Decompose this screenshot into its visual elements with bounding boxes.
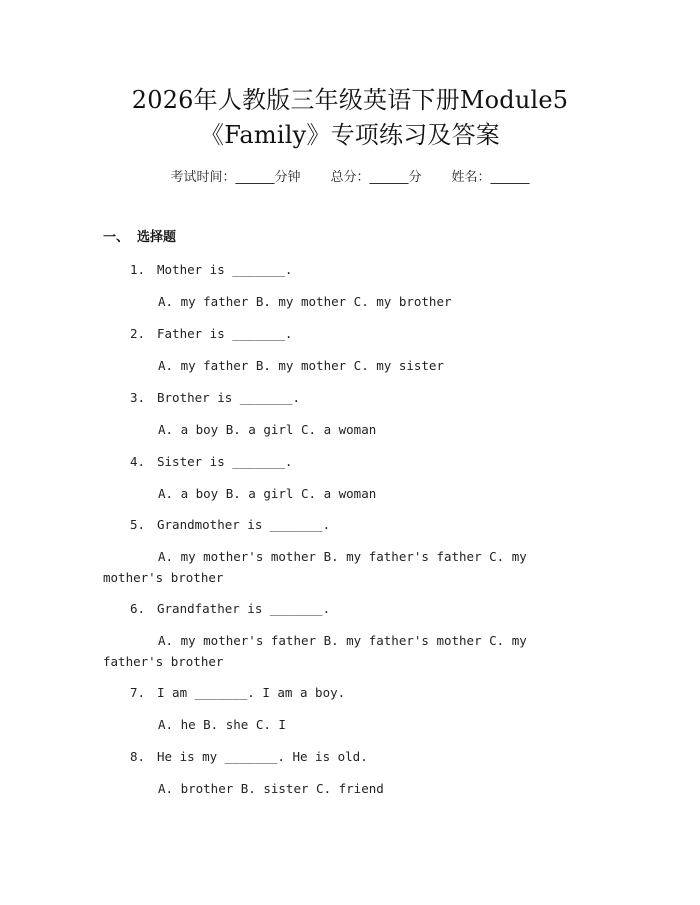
question-number: 7. bbox=[130, 685, 146, 700]
question-number: 5. bbox=[130, 517, 146, 532]
question-3 bbox=[130, 388, 300, 408]
exam-info-bar bbox=[0, 168, 700, 188]
document-title-line-1: 2026年人教版三年级英语下册Module5 bbox=[131, 86, 569, 114]
question-8-options: A. brother B. sister C. friend bbox=[158, 781, 384, 796]
question-7 bbox=[130, 683, 345, 703]
question-text: Father is _______. bbox=[157, 326, 293, 341]
question-6-options: A. my mother's father B. my father's mother C. my father's brother bbox=[103, 633, 527, 669]
section-number: 一、 bbox=[103, 230, 130, 245]
section-heading bbox=[103, 228, 176, 248]
section-title: 选择题 bbox=[137, 230, 177, 245]
question-1 bbox=[130, 260, 292, 280]
question-4 bbox=[130, 452, 292, 472]
question-5-options: A. my mother's mother B. my father's father C. my mother's brother bbox=[103, 549, 527, 585]
question-number: 8. bbox=[130, 749, 146, 764]
question-text: Mother is _______. bbox=[157, 262, 293, 277]
question-3-options: A. a boy B. a girl C. a woman bbox=[158, 422, 377, 437]
question-4-options: A. a boy B. a girl C. a woman bbox=[158, 486, 377, 501]
question-number: 1. bbox=[130, 262, 146, 277]
question-number: 6. bbox=[130, 601, 146, 616]
question-2-options: A. my father B. my mother C. my sister bbox=[158, 358, 444, 373]
student-name-field: 姓名：______ bbox=[451, 170, 530, 185]
question-2 bbox=[130, 324, 292, 344]
question-number: 3. bbox=[130, 390, 146, 405]
question-number: 2. bbox=[130, 326, 146, 341]
question-text: I am _______. I am a boy. bbox=[157, 685, 346, 700]
question-text: Grandfather is _______. bbox=[157, 601, 331, 616]
question-text: Grandmother is _______. bbox=[157, 517, 331, 532]
exam-time-field: 考试时间：______分钟 bbox=[170, 170, 301, 185]
question-6 bbox=[130, 599, 330, 619]
question-number: 4. bbox=[130, 454, 146, 469]
question-1-options: A. my father B. my mother C. my brother bbox=[158, 294, 452, 309]
question-text: He is my _______. He is old. bbox=[157, 749, 368, 764]
question-7-options: A. he B. she C. I bbox=[158, 717, 286, 732]
total-score-field: 总分：______分 bbox=[330, 170, 422, 185]
question-8 bbox=[130, 747, 368, 767]
question-text: Sister is _______. bbox=[157, 454, 293, 469]
question-5 bbox=[130, 515, 330, 535]
document-title-line-2: 《Family》专项练习及答案 bbox=[200, 121, 500, 149]
question-text: Brother is _______. bbox=[157, 390, 300, 405]
